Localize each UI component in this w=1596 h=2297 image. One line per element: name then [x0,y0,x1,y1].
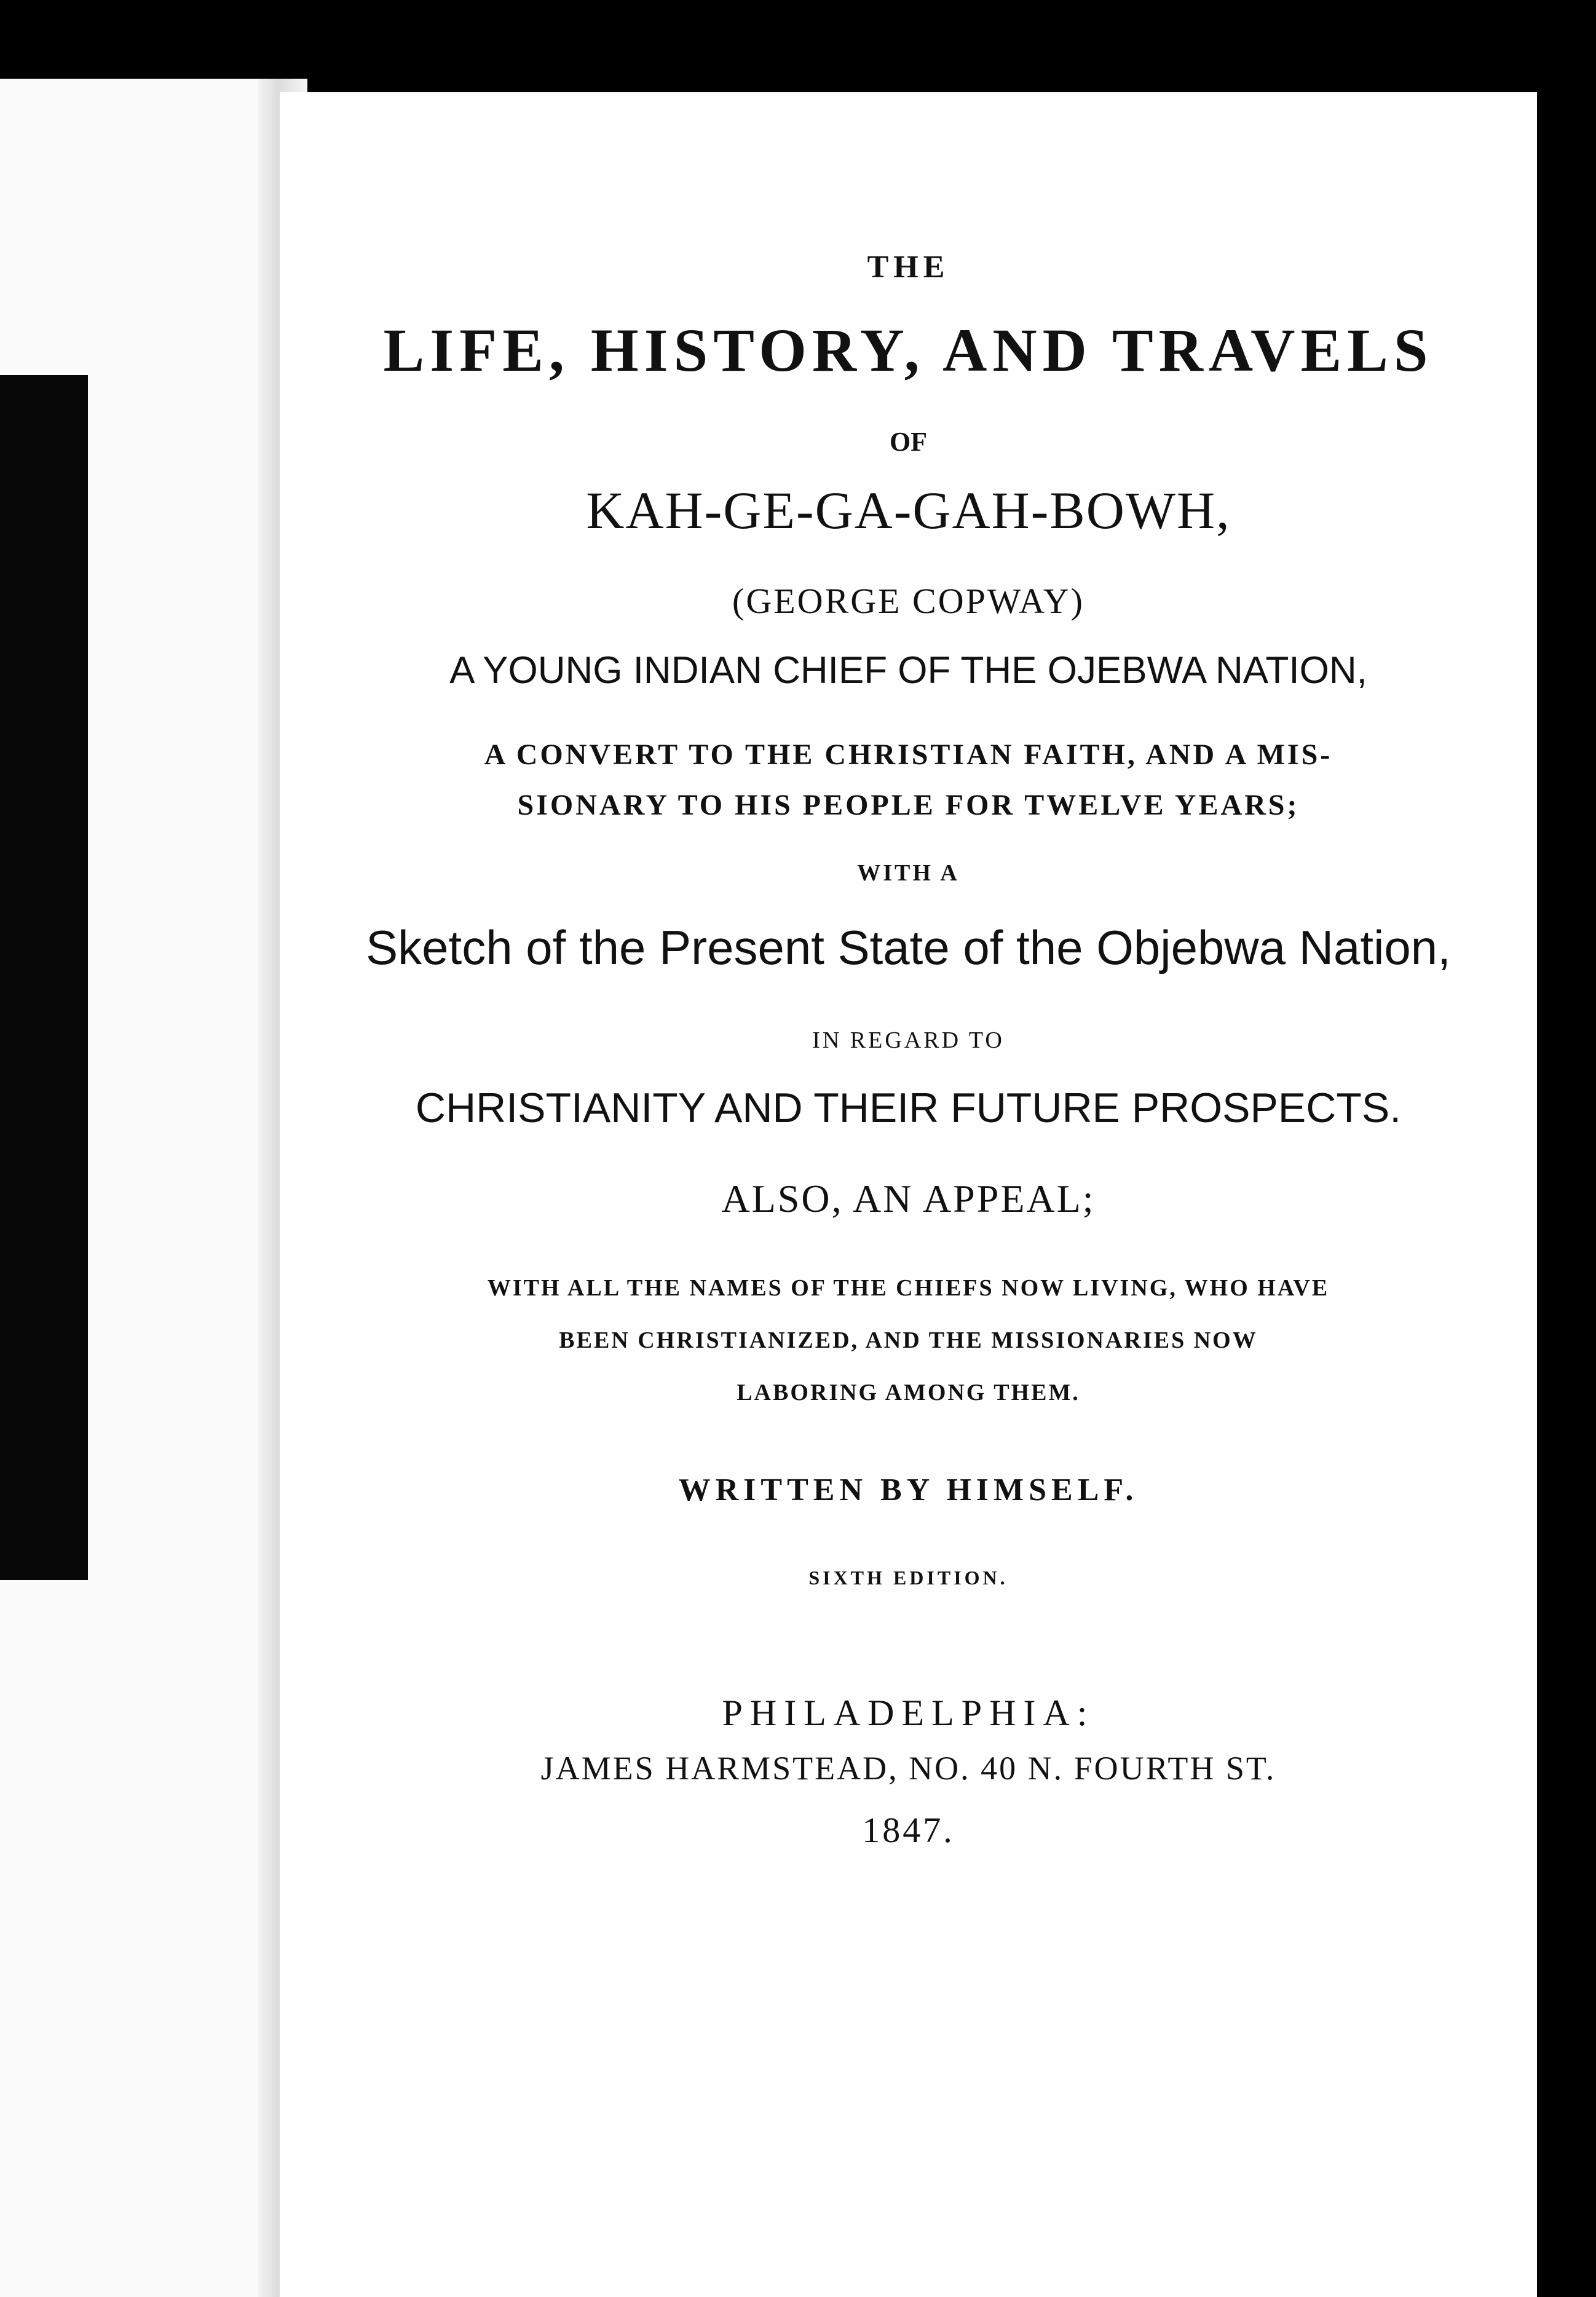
written-by-himself: WRITTEN BY HIMSELF. [678,1473,1139,1508]
christianity-line: CHRISTIANITY AND THEIR FUTURE PROSPECTS. [415,1085,1402,1131]
edition-label: SIXTH EDITION. [808,1567,1008,1589]
title-page [280,92,1537,2297]
sketch-subtitle: Sketch of the Present State of the Objebwa Nation, [366,920,1451,975]
imprint-year: 1847. [862,1810,955,1850]
author-description: A YOUNG INDIAN CHIEF OF THE OJEBWA NATION, [449,649,1367,692]
in-regard-to: IN REGARD TO [812,1027,1005,1053]
left-page-dark-panel [0,375,88,1580]
author-native-name: KAH-GE-GA-GAH-BOWH, [586,481,1231,540]
with-a: WITH A [857,860,960,886]
title-the: THE [867,250,950,285]
imprint-publisher: JAMES HARMSTEAD, NO. 40 N. FOURTH ST. [540,1750,1276,1787]
names-line-1: WITH ALL THE NAMES OF THE CHIEFS NOW LIVING, WHO HAVE [487,1275,1330,1301]
names-line-2: BEEN CHRISTIANIZED, AND THE MISSIONARIES NOW [559,1327,1258,1353]
appeal-line: ALSO, AN APPEAL; [721,1177,1096,1220]
convert-line-1: A CONVERT TO THE CHRISTIAN FAITH, AND A MIS- [484,738,1333,771]
names-line-3: LABORING AMONG THEM. [737,1380,1080,1405]
author-english-name: (GEORGE COPWAY) [732,581,1084,621]
title-of: OF [889,427,928,457]
convert-line-2: SIONARY TO HIS PEOPLE FOR TWELVE YEARS; [517,789,1300,821]
main-title: LIFE, HISTORY, AND TRAVELS [383,316,1434,384]
imprint-city: PHILADELPHIA: [722,1693,1095,1733]
